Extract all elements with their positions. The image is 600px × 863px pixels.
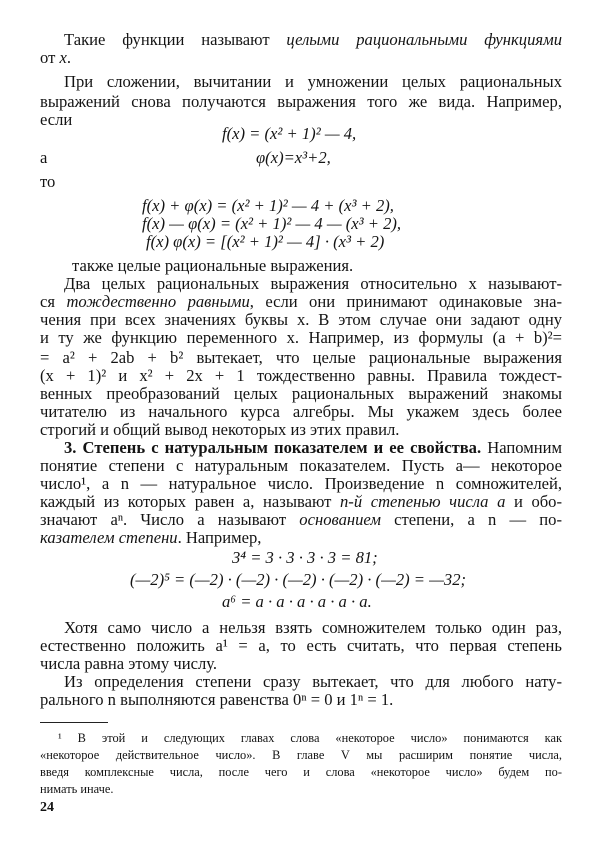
text-line: естественно положить a¹ = a, то есть считать, что первая степень (40, 636, 562, 655)
text-line: значают aⁿ. Число a называют основанием степени, а n — по- (40, 510, 562, 529)
formula-sum: f(x) + φ(x) = (x² + 1)² — 4 + (x³ + 2), (142, 196, 394, 215)
text-line: понятие степени с натуральным показателем. Пусть a— некоторое (40, 456, 562, 475)
text-line: Из определения степени сразу вытекает, что для любого нату- (64, 672, 562, 691)
term-identically-equal: тождественно равными (66, 292, 250, 311)
text-line: ся тождественно равными, если они принимают одинаковые зна- (40, 292, 562, 311)
term-base: основанием (299, 510, 381, 529)
text-line: При сложении, вычитании и умножении целых рациональных (64, 72, 562, 91)
text-line: каждый из которых равен a, называют n-й степенью числа a и обо- (40, 492, 563, 511)
formula-diff: f(x) — φ(x) = (x² + 1)² — 4 — (x³ + 2), (142, 214, 402, 233)
text-line: выражений снова получаются выражения того же вида. Например, (40, 92, 562, 111)
text-line: и ту же функцию переменного x. Например, из формулы (a + b)²= (40, 328, 562, 347)
footnote-line: ¹ В этой и следующих главах слова «некоторое число» понимаются как (58, 731, 562, 745)
section-heading: 3. Степень с натуральным показателем и ее свойства. (64, 438, 482, 457)
text-line: если (40, 110, 73, 129)
formula-example-3: a⁶ = a · a · a · a · a · a. (222, 592, 372, 611)
text-line: = a² + 2ab + b² вытекает, что целые рациональные выражения (40, 348, 562, 367)
text-line: рального n выполняются равенства 0ⁿ = 0 и 1ⁿ = 1. (40, 690, 394, 709)
formula-example-2: (—2)⁵ = (—2) · (—2) · (—2) · (—2) · (—2) = —32; (130, 570, 467, 589)
formula-f: f(x) = (x² + 1)² — 4, (222, 124, 357, 143)
formula-prod: f(x) φ(x) = [(x² + 1)² — 4] · (x³ + 2) (146, 232, 385, 251)
text-line: казателем степени. Например, (40, 528, 262, 547)
text-word: а (40, 148, 48, 167)
text-line: также целые рациональные выражения. (72, 256, 354, 275)
text-line: венных преобразований целых рациональных выражений знакомы (40, 384, 562, 403)
footnote-line: введя комплексные числа, после чего и слова «некоторое число» будем по- (40, 765, 562, 779)
text-line: читателю из начального курса алгебры. Мы укажем здесь более (40, 402, 562, 421)
formula-phi: φ(x)=x³+2, (256, 148, 331, 167)
section-heading-line: 3. Степень с натуральным показателем и ее свойства. Напомним (64, 438, 563, 457)
footnote-line: нимать иначе. (40, 782, 114, 796)
text-line: Такие функции называют целыми рациональными функциями (64, 30, 562, 49)
text-line: строгий и общий вывод некоторых из этих правил. (40, 420, 400, 439)
footnote-line: «некоторое действительное число». В главе V мы расширим понятие числа, (40, 748, 562, 762)
text-line: Два целых рациональных выражения относительно x называют- (64, 274, 562, 293)
text-line: от x. (40, 48, 72, 67)
term-nth-power: n-й степенью числа a (340, 492, 506, 511)
term-exponent: казателем степени (40, 528, 178, 547)
text-line: Хотя само число a нельзя взять сомножителем только один раз, (64, 618, 562, 637)
text-line: (x + 1)² и x² + 2x + 1 тождественно равны. Правила тождест- (40, 366, 562, 385)
text-line: числа равна этому числу. (40, 654, 218, 673)
formula-example-1: 3⁴ = 3 · 3 · 3 · 3 = 81; (232, 548, 378, 567)
page-number: 24 (40, 800, 54, 815)
term-integral-rational-functions: целыми рациональными функциями (286, 30, 562, 49)
footnote-rule (40, 722, 108, 723)
text-word: то (40, 172, 56, 191)
text-line: число¹, а n — натуральное число. Произведение n сомножителей, (40, 474, 562, 493)
text-line: чения при всех значениях буквы x. В этом случае они задают одну (40, 310, 562, 329)
